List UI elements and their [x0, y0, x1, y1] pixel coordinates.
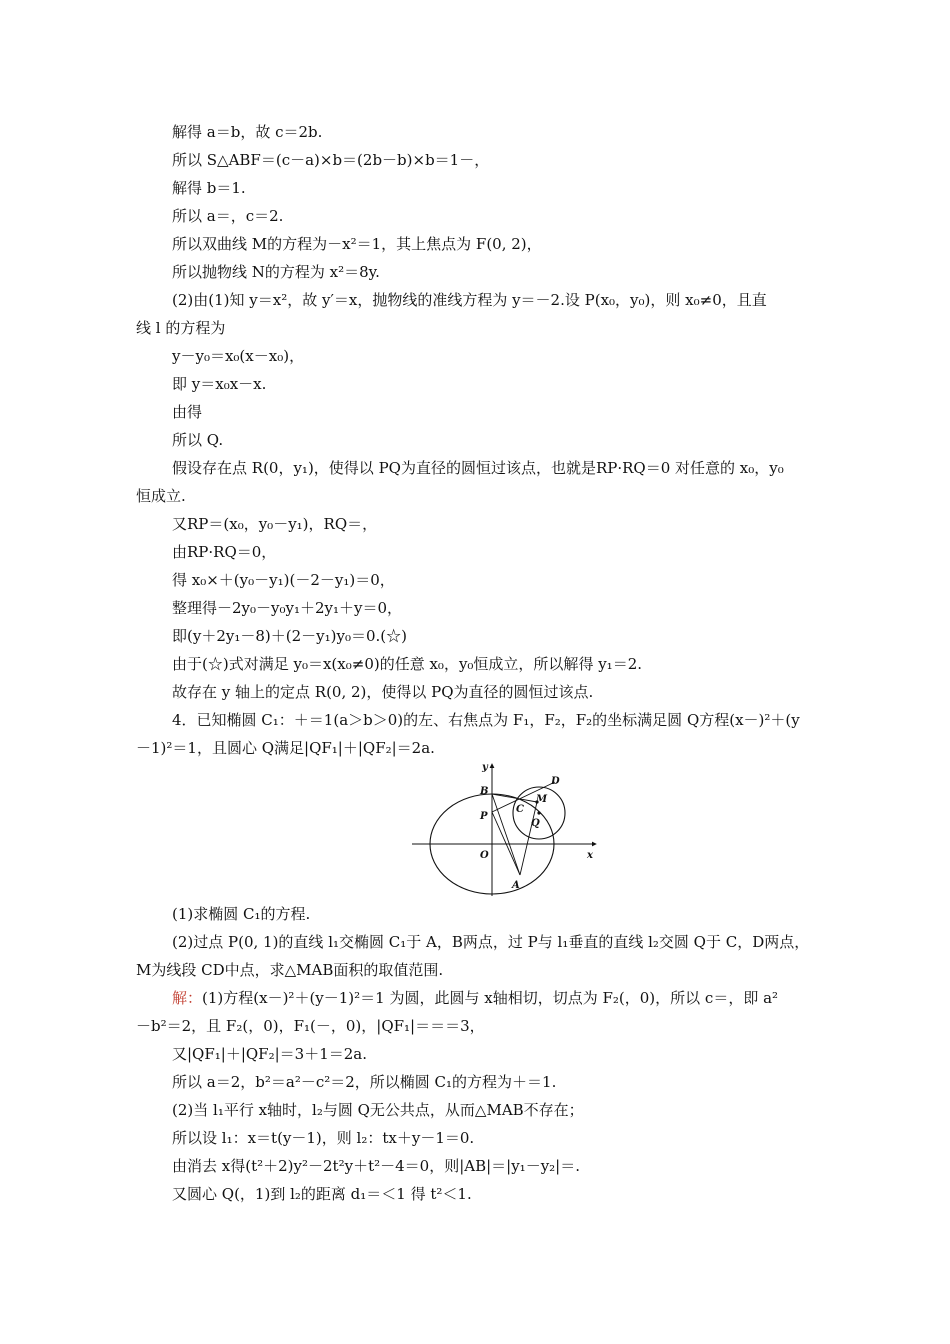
answer-text: (1)方程(x－)²＋(y－1)²＝1 为圆，此圆与 x轴相切，切点为 F₂(，0)，所以 c＝，即 a²: [202, 989, 779, 1007]
text-line: 即(y＋2y₁－8)＋(2－y₁)y₀＝0.(☆): [172, 627, 407, 645]
text-line: 解得 b＝1.: [172, 179, 246, 197]
text-line: 所以 a＝，c＝2.: [172, 207, 284, 225]
text-line: 故存在 y 轴上的定点 R(0, 2)，使得以 PQ为直径的圆恒过该点.: [172, 683, 594, 701]
text-line: (2)由(1)知 y＝x²，故 y′＝x，抛物线的准线方程为 y＝－2.设 P(x₀，y₀)，则 x₀≠0，且直: [172, 291, 767, 309]
answer-line: －b²＝2，且 F₂(，0)，F₁(－，0)，|QF₁|＝＝＝3，: [136, 1017, 485, 1035]
answer-line: 所以设 l₁：x＝t(y－1)，则 l₂：tx＋y－1＝0.: [172, 1129, 475, 1147]
text-line: 整理得－2y₀－y₀y₁＋2y₁＋y＝0，: [172, 599, 403, 617]
label-p: P: [480, 811, 488, 822]
label-c: C: [516, 804, 524, 815]
text-line: 假设存在点 R(0，y₁)，使得以 PQ为直径的圆恒过该点，也就是RP·RQ＝0 对任意的 x₀，y₀: [172, 459, 784, 477]
problem-4-line: 4．已知椭圆 C₁：＋＝1(a＞b＞0)的左、右焦点为 F₁，F₂，F₂的坐标满足圆 Q方程(x－)²＋(y: [172, 711, 800, 729]
point-q: [537, 811, 540, 814]
label-b: B: [480, 786, 489, 797]
problem-4-line: －1)²＝1，且圆心 Q满足|QF₁|＋|QF₂|＝2a.: [136, 739, 435, 757]
question-line: M为线段 CD中点，求△MAB面积的取值范围.: [136, 961, 444, 979]
label-o: O: [480, 850, 489, 861]
text-line: 由RP·RQ＝0，: [172, 543, 277, 561]
label-a: A: [512, 880, 520, 891]
text-line: 所以 Q.: [172, 431, 224, 449]
question-line: (2)过点 P(0, 1)的直线 l₁交椭圆 C₁于 A，B两点，过 P与 l₁垂直的直线 l₂交圆 Q于 C，D两点，: [172, 933, 810, 951]
text-line: 由于(☆)式对满足 y₀＝x(x₀≠0)的任意 x₀，y₀恒成立，所以解得 y₁＝2.: [172, 655, 643, 673]
label-x: x: [587, 850, 593, 861]
answer-line: (2)当 l₁平行 x轴时，l₂与圆 Q无公共点，从而△MAB不存在；: [172, 1101, 584, 1119]
answer-line: [172, 988, 778, 1008]
answer-line: 又|QF₁|＋|QF₂|＝3＋1＝2a.: [172, 1045, 367, 1063]
text-line: 即 y＝x₀x－x.: [172, 375, 267, 393]
text-line: 解得 a＝b，故 c＝2b.: [172, 123, 323, 141]
label-m: M: [536, 794, 548, 805]
answer-label: 解：: [172, 989, 203, 1007]
label-q: Q: [531, 818, 540, 829]
text-line: 线 l 的方程为: [136, 319, 226, 337]
question-line: (1)求椭圆 C₁的方程.: [172, 905, 311, 923]
answer-line: 又圆心 Q(，1)到 l₂的距离 d₁＝＜1 得 t²＜1.: [172, 1185, 472, 1203]
text-line: 所以双曲线 M的方程为－x²＝1，其上焦点为 F(0, 2)，: [172, 235, 542, 253]
answer-line: 所以 a＝2，b²＝a²－c²＝2，所以椭圆 C₁的方程为＋＝1.: [172, 1073, 557, 1091]
text-line: 又RP＝(x₀，y₀－y₁)，RQ＝，: [172, 515, 378, 533]
text-line: 恒成立.: [136, 487, 186, 505]
text-line: 所以 S△ABF＝(c－a)×b＝(2b－b)×b＝1－，: [172, 151, 490, 169]
text-line: 由得: [172, 403, 203, 421]
label-y: y: [482, 762, 488, 773]
ellipse-circle-figure: [410, 760, 600, 900]
label-d: D: [551, 776, 560, 787]
text-line: 得 x₀×＋(y₀－y₁)(－2－y₁)＝0，: [172, 571, 395, 589]
text-line: y－y₀＝x₀(x－x₀)，: [172, 347, 305, 365]
answer-line: 由消去 x得(t²＋2)y²－2t²y＋t²－4＝0，则|AB|＝|y₁－y₂|＝.: [172, 1157, 581, 1175]
text-line: 所以抛物线 N的方程为 x²＝8y.: [172, 263, 380, 281]
